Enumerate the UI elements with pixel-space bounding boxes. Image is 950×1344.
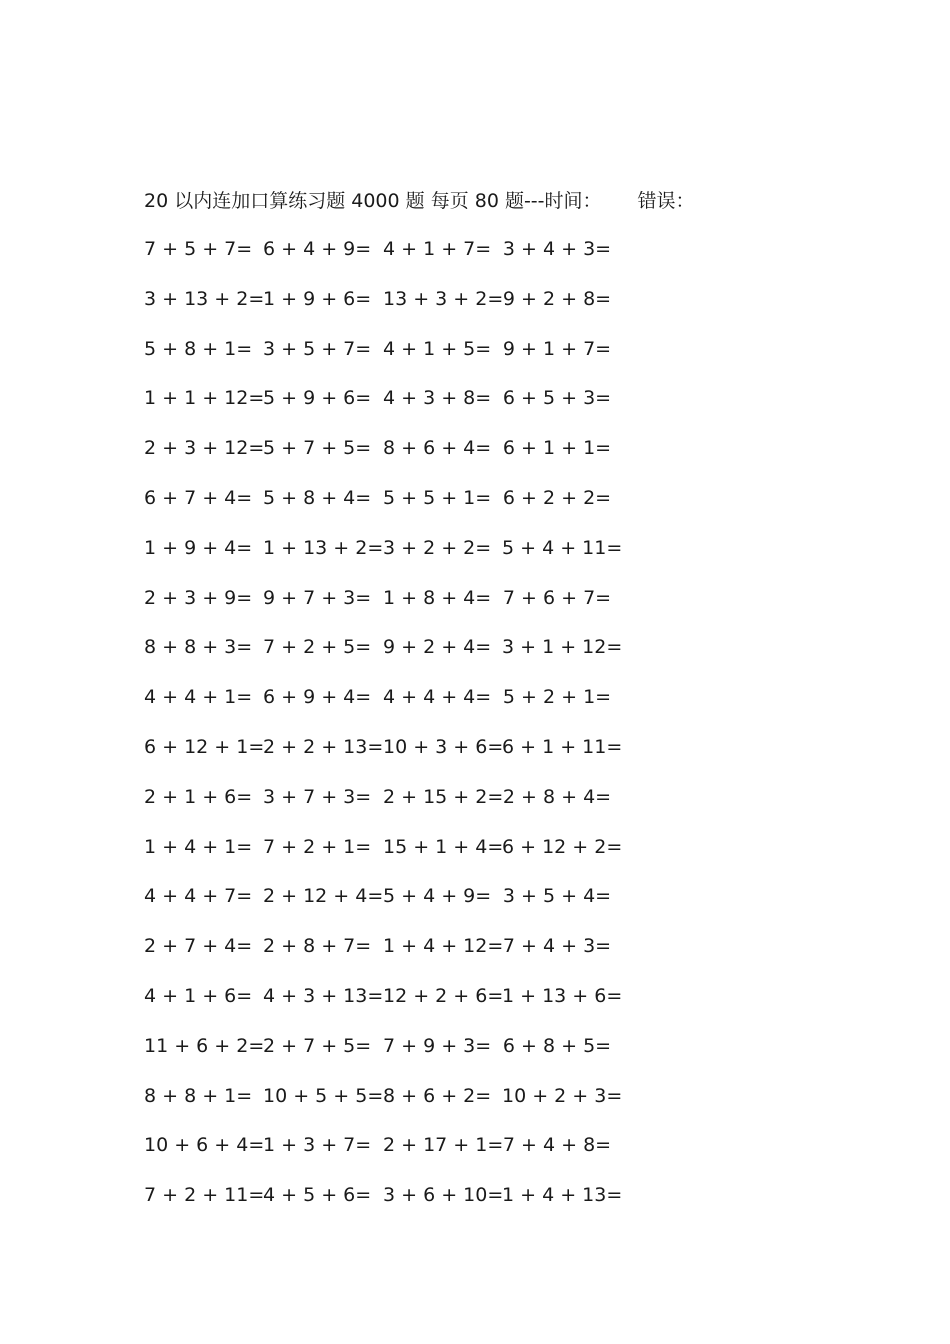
problem-item: 4 + 1 + 5=: [383, 337, 492, 360]
problem-item: 1 + 9 + 4=: [144, 536, 253, 559]
problem-item: 3 + 5 + 7=: [263, 337, 372, 360]
problem-item: 7 + 2 + 5=: [263, 636, 372, 659]
problem-item: 9 + 7 + 3=: [263, 586, 372, 609]
problem-item: 1 + 13 + 6=: [502, 984, 623, 1007]
problem-item: 2 + 7 + 4=: [144, 935, 253, 958]
problem-item: 9 + 2 + 8=: [502, 287, 612, 310]
problem-item: 7 + 5 + 7=: [144, 238, 253, 260]
problem-item: 3 + 7 + 3=: [263, 785, 372, 808]
problem-item: 6 + 2 + 2=: [502, 486, 612, 509]
problem-item: 11 + 6 + 2=: [144, 1034, 265, 1057]
problem-item: 5 + 7 + 5=: [263, 437, 372, 460]
problem-item: 6 + 12 + 2=: [502, 835, 623, 858]
problem-item: 4 + 5 + 6=: [263, 1184, 372, 1207]
problem-item: 7 + 2 + 11=: [144, 1184, 265, 1207]
problem-item: 6 + 5 + 3=: [502, 387, 612, 410]
problem-item: 7 + 6 + 7=: [502, 586, 612, 609]
problem-item: 6 + 12 + 1=: [144, 735, 265, 758]
problem-item: 7 + 2 + 1=: [263, 835, 372, 858]
problem-item: 2 + 1 + 6=: [144, 785, 253, 808]
problem-item: 3 + 5 + 4=: [502, 885, 612, 908]
problem-item: 13 + 3 + 2=: [383, 287, 504, 310]
problem-item: 2 + 17 + 1=: [383, 1134, 504, 1157]
problem-item: 2 + 3 + 12=: [144, 437, 265, 460]
problem-item: 5 + 8 + 4=: [263, 486, 372, 509]
problem-item: 5 + 8 + 1=: [144, 337, 253, 360]
problem-item: 1 + 4 + 12=: [383, 935, 504, 958]
problem-item: 4 + 3 + 8=: [383, 387, 492, 410]
problem-item: 2 + 7 + 5=: [263, 1034, 372, 1057]
problem-item: 1 + 1 + 12=: [144, 387, 265, 410]
problem-item: 5 + 2 + 1=: [502, 686, 612, 709]
problem-item: 9 + 1 + 7=: [502, 337, 612, 360]
problem-item: 12 + 2 + 6=: [383, 984, 504, 1007]
problem-item: 8 + 6 + 4=: [383, 437, 492, 460]
problem-item: 4 + 4 + 7=: [144, 885, 253, 908]
problem-item: 6 + 9 + 4=: [263, 686, 372, 709]
problem-item: 6 + 1 + 11=: [502, 735, 623, 758]
problem-item: 3 + 13 + 2=: [144, 287, 265, 310]
problem-item: 2 + 8 + 7=: [263, 935, 372, 958]
problem-item: 4 + 4 + 4=: [383, 686, 492, 709]
problem-item: 3 + 2 + 2=: [383, 536, 492, 559]
problem-item: 2 + 3 + 9=: [144, 586, 253, 609]
problem-item: 1 + 13 + 2=: [263, 536, 384, 559]
problem-item: 1 + 3 + 7=: [263, 1134, 372, 1157]
problem-item: 10 + 2 + 3=: [502, 1084, 623, 1107]
problem-item: 10 + 6 + 4=: [144, 1134, 265, 1157]
problem-item: 10 + 5 + 5=: [263, 1084, 384, 1107]
problem-item: 8 + 8 + 3=: [144, 636, 253, 659]
problem-item: 8 + 6 + 2=: [383, 1084, 492, 1107]
errors-label: 错误：: [637, 190, 695, 212]
problem-item: 4 + 1 + 6=: [144, 984, 253, 1007]
problem-item: 1 + 4 + 13=: [502, 1184, 623, 1207]
problem-item: 7 + 9 + 3=: [383, 1034, 492, 1057]
problem-item: 2 + 2 + 13=: [263, 735, 384, 758]
problem-item: 2 + 12 + 4=: [263, 885, 384, 908]
problem-item: 7 + 4 + 8=: [502, 1134, 612, 1157]
problem-item: 1 + 9 + 6=: [263, 287, 372, 310]
problem-item: 3 + 1 + 12=: [502, 636, 623, 659]
worksheet-header: [144, 186, 695, 216]
problem-item: 3 + 4 + 3=: [502, 238, 612, 260]
problem-item: 4 + 1 + 7=: [383, 238, 492, 260]
problem-item: 6 + 1 + 1=: [502, 437, 612, 460]
problem-item: 2 + 8 + 4=: [502, 785, 612, 808]
problem-item: 6 + 7 + 4=: [144, 486, 253, 509]
problem-item: 2 + 15 + 2=: [383, 785, 504, 808]
problem-item: 8 + 8 + 1=: [144, 1084, 253, 1107]
problem-item: 1 + 4 + 1=: [144, 835, 253, 858]
worksheet-title: 20 以内连加口算练习题 4000 题 每页 80 题---时间：: [144, 190, 602, 212]
problem-item: 5 + 4 + 9=: [383, 885, 492, 908]
problem-item: 1 + 8 + 4=: [383, 586, 492, 609]
problem-item: 5 + 4 + 11=: [502, 536, 623, 559]
problem-item: 4 + 3 + 13=: [263, 984, 384, 1007]
problem-item: 5 + 5 + 1=: [383, 486, 492, 509]
problem-item: 5 + 9 + 6=: [263, 387, 372, 410]
problem-item: 3 + 6 + 10=: [383, 1184, 504, 1207]
problem-item: 6 + 4 + 9=: [263, 238, 372, 260]
problem-item: 15 + 1 + 4=: [383, 835, 504, 858]
problem-item: 4 + 4 + 1=: [144, 686, 253, 709]
problem-item: 6 + 8 + 5=: [502, 1034, 612, 1057]
problem-item: 7 + 4 + 3=: [502, 935, 612, 958]
problem-item: 9 + 2 + 4=: [383, 636, 492, 659]
problem-item: 10 + 3 + 6=: [383, 735, 504, 758]
